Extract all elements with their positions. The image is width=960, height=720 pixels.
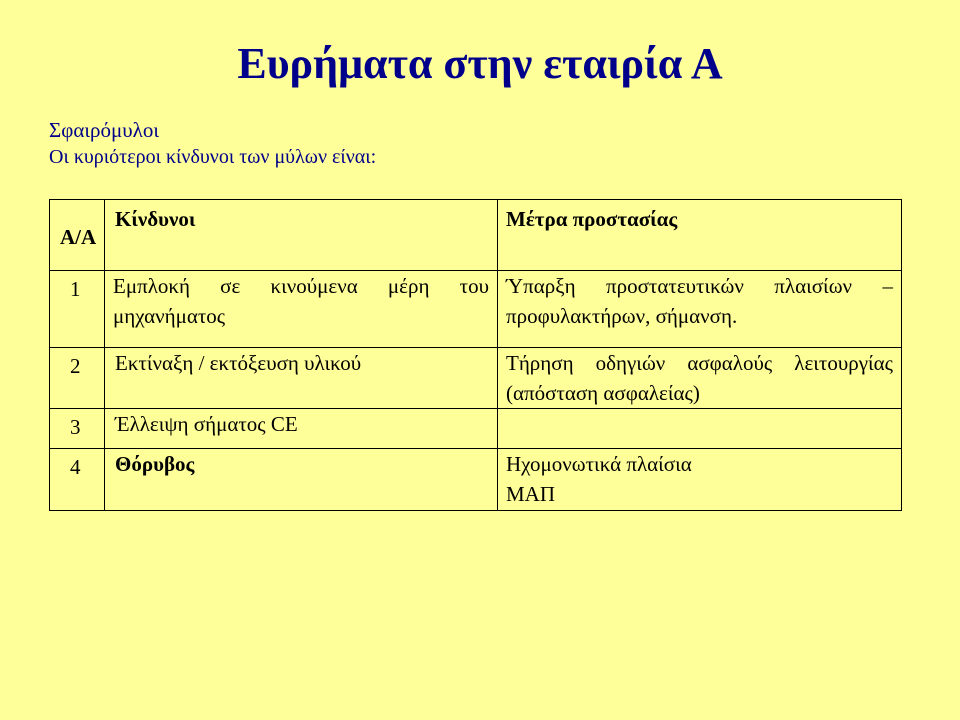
section-subtitle: Σφαιρόμυλοι <box>49 118 159 142</box>
header-index: Α/Α <box>50 200 105 271</box>
row-index: 2 <box>50 348 105 409</box>
row-index: 3 <box>50 409 105 449</box>
row-index: 1 <box>50 271 105 348</box>
table-row <box>50 348 902 409</box>
page-title-text: Ευρήματα στην εταιρία Α <box>237 39 723 88</box>
row-measures: Ύπαρξη προστατευτικών πλαισίων – προφυλακτήρων, σήμανση. <box>498 271 902 348</box>
table-row <box>50 271 902 348</box>
row-hazard: Έλλειψη σήματος CE <box>105 409 498 449</box>
row-measures <box>498 449 902 511</box>
row-measures-line: Ηχομονωτικά πλαίσια <box>506 452 692 476</box>
page-title <box>0 40 960 88</box>
row-index: 4 <box>50 449 105 511</box>
row-hazard: Εκτίναξη / εκτόξευση υλικού <box>105 348 498 409</box>
table-row <box>50 449 902 511</box>
intro-text: Οι κυριότεροι κίνδυνοι των μύλων είναι: <box>49 146 377 168</box>
header-hazards: Κίνδυνοι <box>105 200 498 271</box>
table-row <box>50 409 902 449</box>
row-measures-line: ΜΑΠ <box>506 482 556 506</box>
row-measures <box>498 409 902 449</box>
row-hazard: Θόρυβος <box>105 449 498 511</box>
row-measures: Τήρηση οδηγιών ασφαλούς λειτουργίας (απόσταση ασφαλείας) <box>498 348 902 409</box>
row-hazard: Εμπλοκή σε κινούμενα μέρη του μηχανήματος <box>105 271 498 348</box>
table-header-row <box>50 200 902 271</box>
hazards-table <box>49 199 902 511</box>
header-measures: Μέτρα προστασίας <box>498 200 902 271</box>
